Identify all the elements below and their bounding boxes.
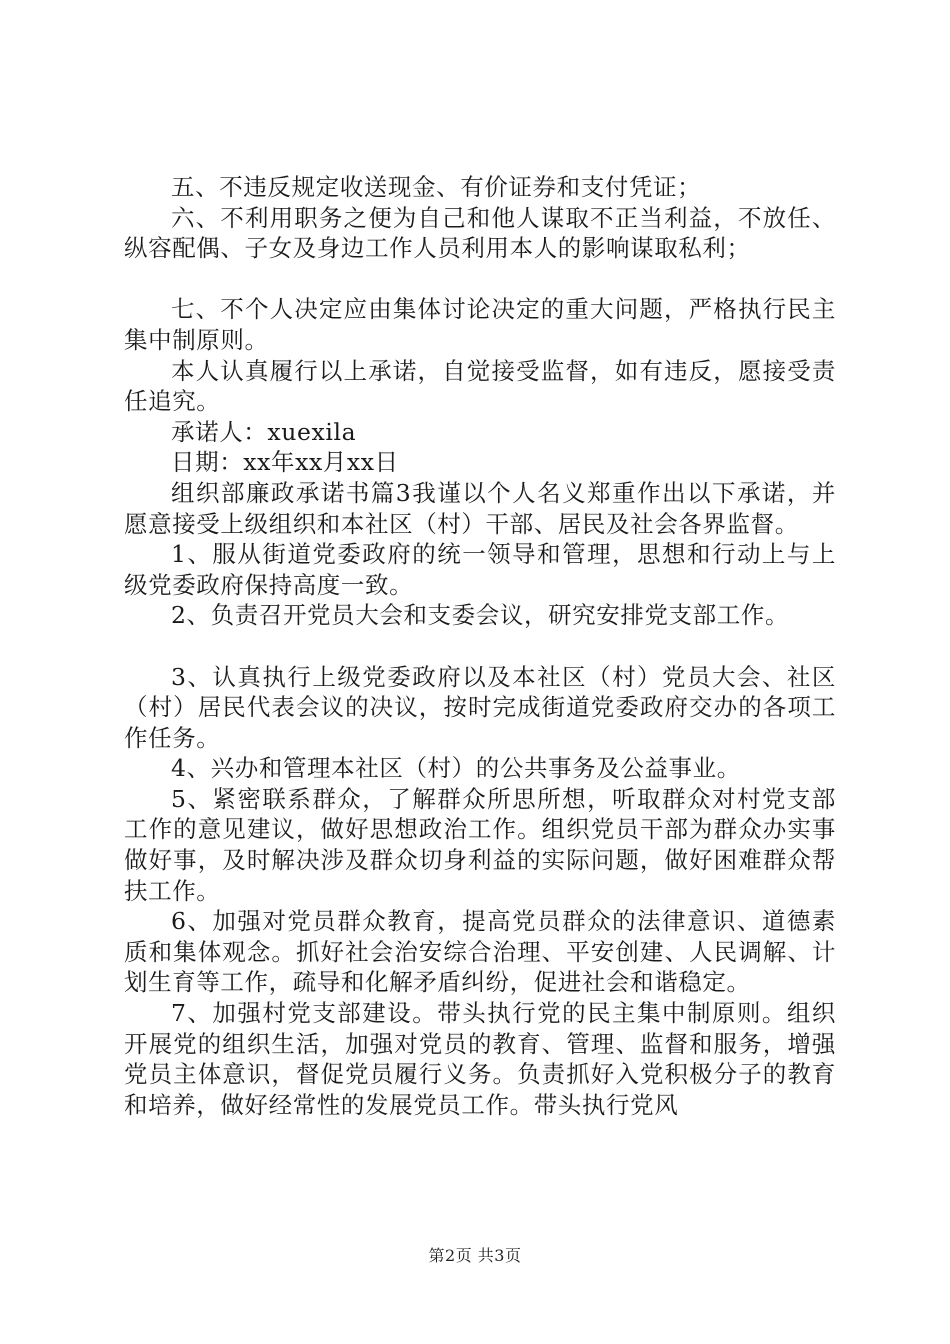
item-5: 5、紧密联系群众，了解群众所思所想，听取群众对村党支部工作的意见建议，做好思想政治工作。组织党员干部为群众办实事做好事，及时解决涉及群众切身利益的实际问题，做好困难群众帮扶工作。 xyxy=(124,784,836,905)
clause-six: 六、不利用职务之便为自己和他人谋取不正当利益，不放任、纵容配偶、子女及身边工作人员利用本人的影响谋取私利； xyxy=(124,203,836,263)
item-7: 7、加强村党支部建设。带头执行党的民主集中制原则。组织开展党的组织生活，加强对党员的教育、管理、监督和服务，增强党员主体意识，督促党员履行义务。负责抓好入党积极分子的教育和培养，做好经常性的发展党员工作。带头执行党风 xyxy=(124,999,836,1119)
item-2: 2、负责召开党员大会和支委会议，研究安排党支部工作。 xyxy=(171,601,790,630)
paragraph-gap xyxy=(124,264,836,295)
signer-line: 承诺人：xuexila xyxy=(171,417,357,446)
commitment-statement: 本人认真履行以上承诺，自觉接受监督，如有违反，愿接受责任追究。 xyxy=(124,356,836,416)
item-3: 3、认真执行上级党委政府以及本社区（村）党员大会、社区（村）居民代表会议的决议，按时完成街道党委政府交办的各项工作任务。 xyxy=(124,662,836,752)
item-1: 1、服从街道党委政府的统一领导和管理，思想和行动上与上级党委政府保持高度一致。 xyxy=(124,540,836,599)
date-line: 日期：xx年xx月xx日 xyxy=(171,448,399,477)
clause-five: 五、不违反规定收送现金、有价证券和支付凭证； xyxy=(171,173,702,201)
document-body xyxy=(124,172,836,1120)
paragraph-gap xyxy=(124,631,836,662)
section-three-intro: 组织部廉政承诺书篇3我谨以个人名义郑重作出以下承诺，并愿意接受上级组织和本社区（村）干部、居民及社会各界监督。 xyxy=(124,478,836,538)
item-4: 4、兴办和管理本社区（村）的公共事务及公益事业。 xyxy=(171,754,741,783)
page-number-footer: 第2页 共3页 xyxy=(428,1246,522,1265)
clause-seven: 七、不个人决定应由集体讨论决定的重大问题，严格执行民主集中制原则。 xyxy=(124,295,836,354)
item-6: 6、加强对党员群众教育，提高党员群众的法律意识、道德素质和集体观念。抓好社会治安综合治理、平安创建、人民调解、计划生育等工作，疏导和化解矛盾纠纷，促进社会和谐稳定。 xyxy=(124,907,836,997)
